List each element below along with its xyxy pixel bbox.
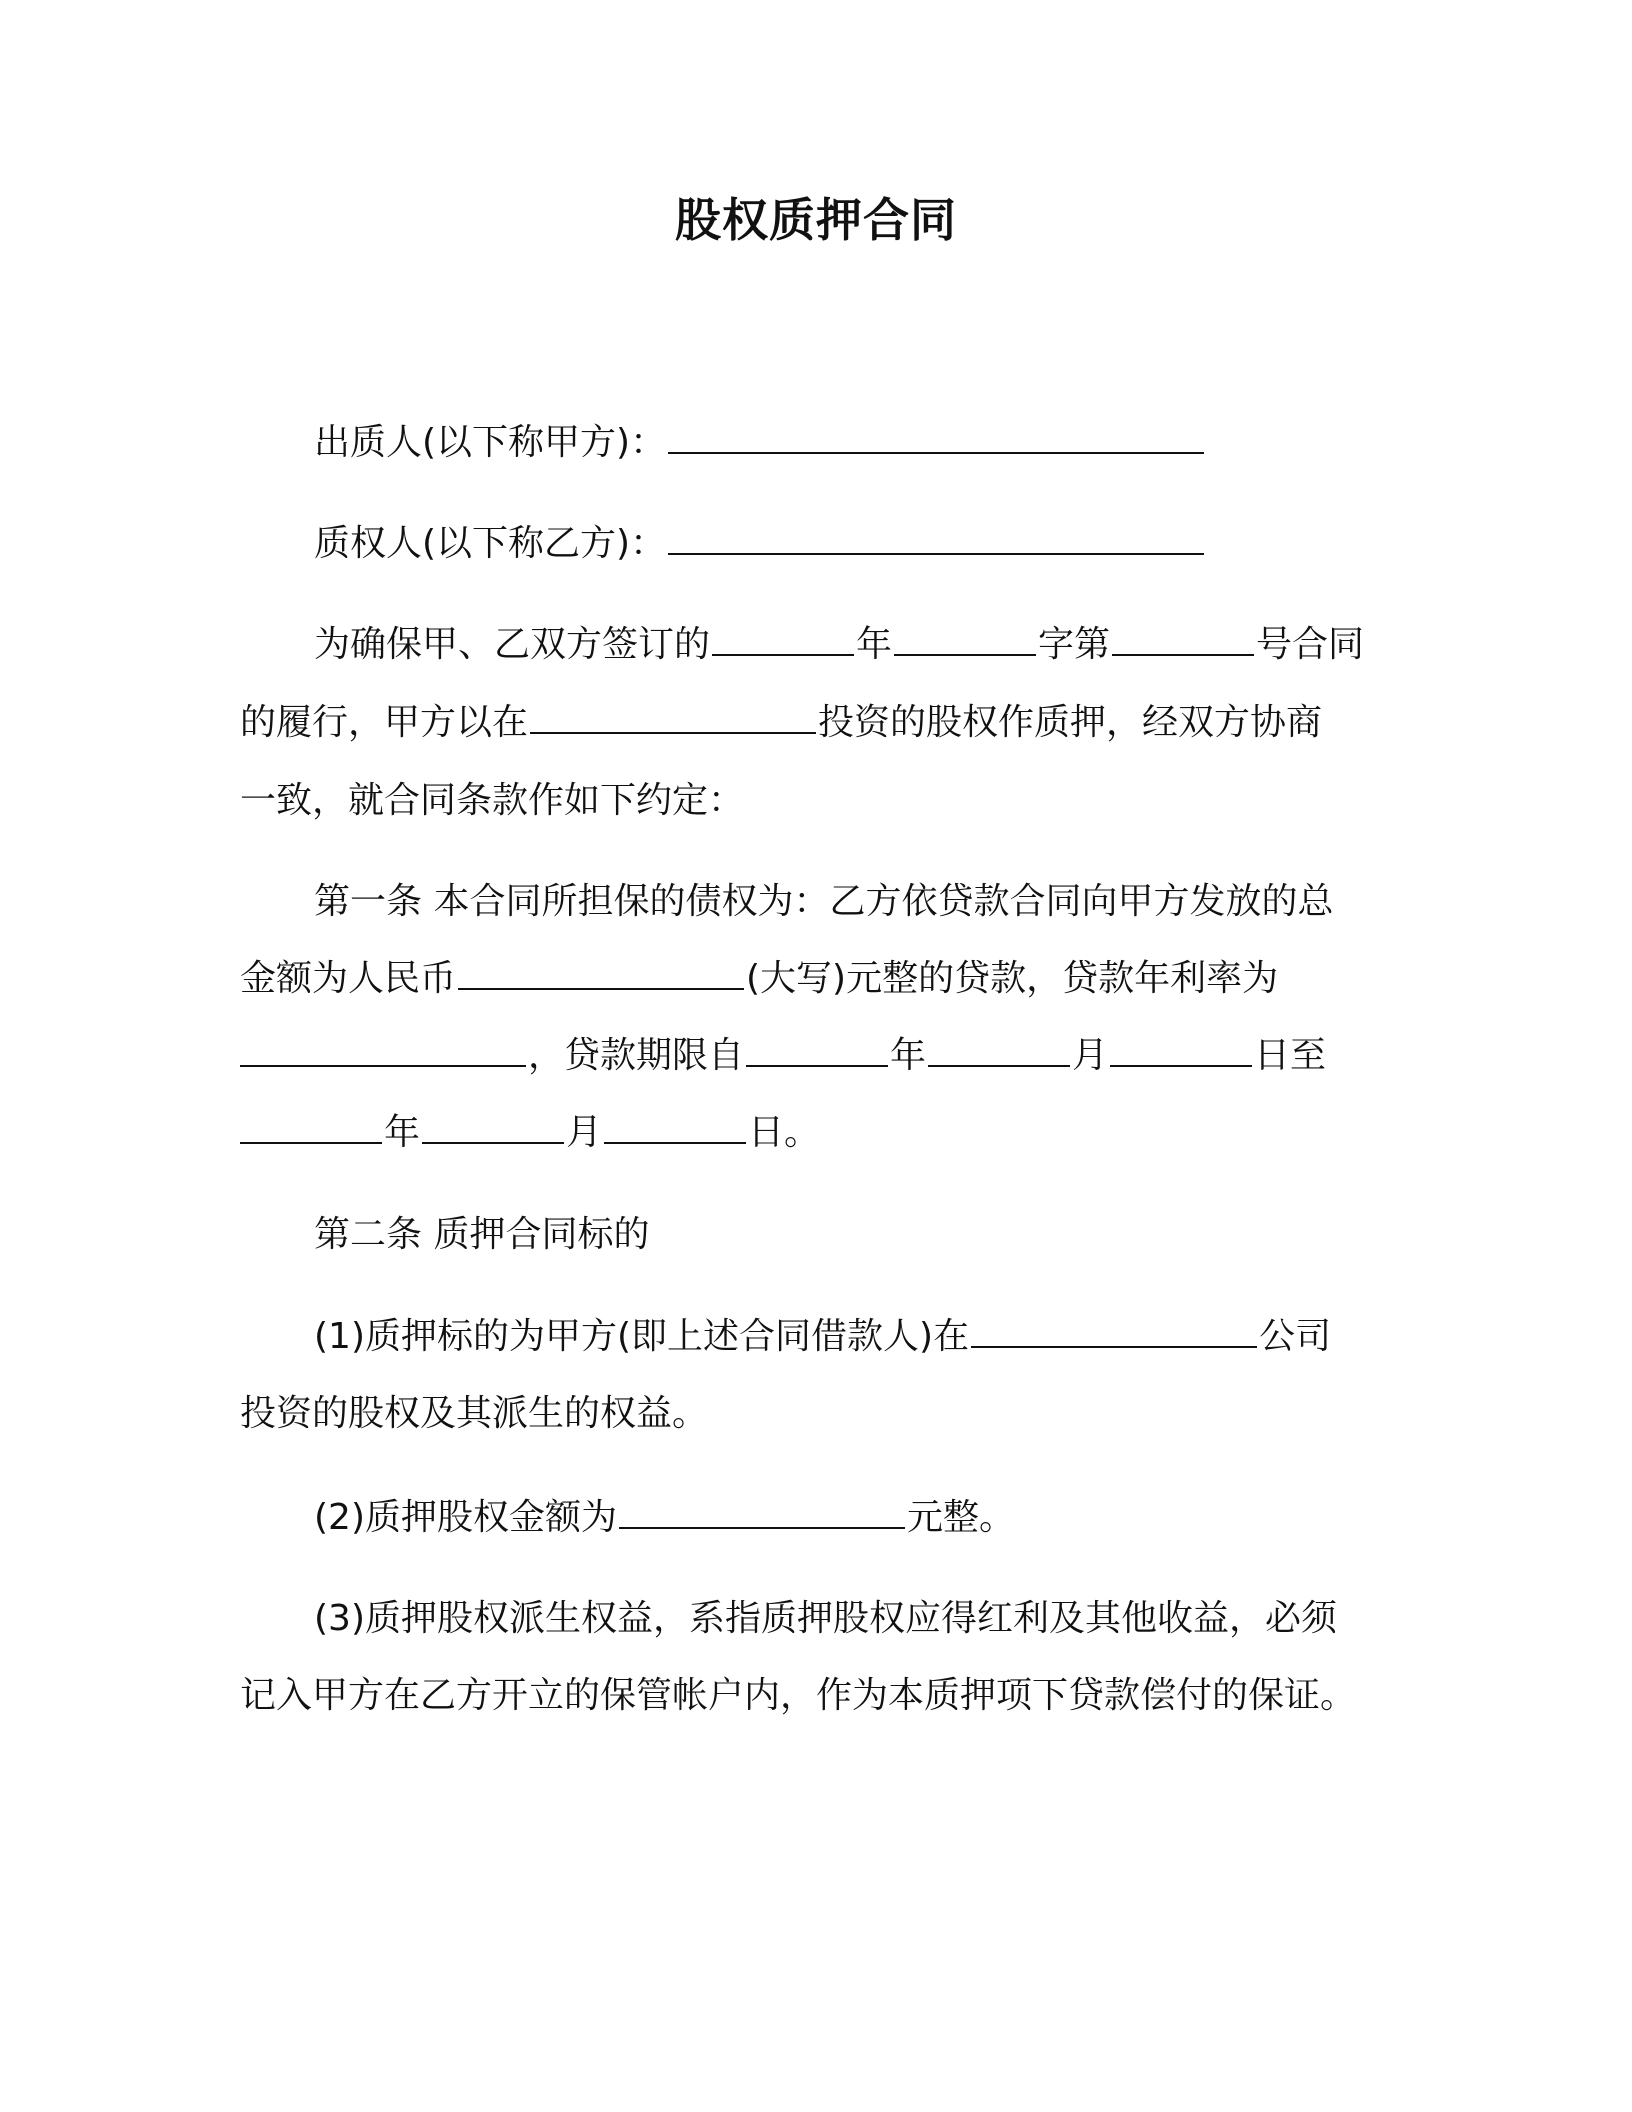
article2-item2 <box>314 1493 1015 1543</box>
article2-item1-line-1 <box>314 1312 1331 1362</box>
article1-text: ，贷款期限自 <box>528 1035 745 1076</box>
article1-text: (大写)元整的贷款，贷款年利率为 <box>746 958 1279 999</box>
preamble-line-1 <box>314 620 1364 670</box>
company-blank[interactable] <box>971 1312 1257 1348</box>
end-month-blank[interactable] <box>422 1108 564 1144</box>
preamble-line-2 <box>240 698 1322 748</box>
contract-word-blank[interactable] <box>894 620 1036 656</box>
article1-text: 日至 <box>1254 1035 1327 1076</box>
article2-heading <box>314 1210 649 1260</box>
preamble-text: 号合同 <box>1256 624 1365 665</box>
pledgor-line <box>314 418 1206 468</box>
article1-line-4 <box>240 1108 820 1158</box>
article1-text: 月 <box>566 1112 603 1153</box>
article1-line-2 <box>240 954 1278 1004</box>
pledgee-label: 质权人(以下称乙方)： <box>314 523 667 564</box>
article1-text: 年 <box>384 1112 421 1153</box>
preamble-text: 一致，就合同条款作如下约定： <box>240 780 745 821</box>
article2-heading-text: 第二条 质押合同标的 <box>314 1214 650 1255</box>
article1-line-3 <box>240 1031 1326 1081</box>
page-title: 股权质押合同 <box>675 193 957 247</box>
article2-text: 投资的股权及其派生的权益。 <box>240 1393 709 1434</box>
article1-text: 年 <box>890 1035 927 1076</box>
article2-item3-line-2 <box>240 1671 1356 1721</box>
preamble-text: 字第 <box>1038 624 1111 665</box>
investee-blank[interactable] <box>530 698 816 734</box>
article2-text: 公司 <box>1259 1316 1332 1357</box>
article1-text: 月 <box>1072 1035 1109 1076</box>
pledgee-line <box>314 519 1206 569</box>
article2-text: (3)质押股权派生权益，系指质押股权应得红利及其他收益，必须 <box>314 1598 1337 1639</box>
pledgee-name-blank[interactable] <box>668 519 1204 555</box>
contract-year-blank[interactable] <box>712 620 854 656</box>
interest-rate-blank[interactable] <box>240 1031 526 1067</box>
preamble-text: 的履行，甲方以在 <box>240 702 529 743</box>
article1-text: 金额为人民币 <box>240 958 457 999</box>
article1-text: 日。 <box>748 1112 821 1153</box>
preamble-text: 投资的股权作质押，经双方协商 <box>818 702 1323 743</box>
article2-item3-line-1 <box>314 1594 1337 1644</box>
preamble-text: 为确保甲、乙双方签订的 <box>314 624 711 665</box>
start-month-blank[interactable] <box>928 1031 1070 1067</box>
pledgor-name-blank[interactable] <box>668 418 1204 454</box>
article1-line-1 <box>314 877 1333 927</box>
article2-item1-line-2 <box>240 1389 708 1439</box>
loan-amount-blank[interactable] <box>458 954 744 990</box>
article1-text: 第一条 本合同所担保的债权为：乙方依贷款合同向甲方发放的总 <box>314 881 1334 922</box>
article2-text: 记入甲方在乙方开立的保管帐户内，作为本质押项下贷款偿付的保证。 <box>240 1675 1357 1716</box>
pledge-amount-blank[interactable] <box>619 1493 905 1529</box>
article2-text: (1)质押标的为甲方(即上述合同借款人)在 <box>314 1316 970 1357</box>
pledgor-label: 出质人(以下称甲方)： <box>314 422 667 463</box>
article2-text: (2)质押股权金额为 <box>314 1497 617 1538</box>
end-day-blank[interactable] <box>604 1108 746 1144</box>
preamble-line-3 <box>240 776 744 826</box>
preamble-text: 年 <box>856 624 893 665</box>
start-year-blank[interactable] <box>746 1031 888 1067</box>
start-day-blank[interactable] <box>1110 1031 1252 1067</box>
contract-number-blank[interactable] <box>1112 620 1254 656</box>
article2-text: 元整。 <box>907 1497 1016 1538</box>
end-year-blank[interactable] <box>240 1108 382 1144</box>
